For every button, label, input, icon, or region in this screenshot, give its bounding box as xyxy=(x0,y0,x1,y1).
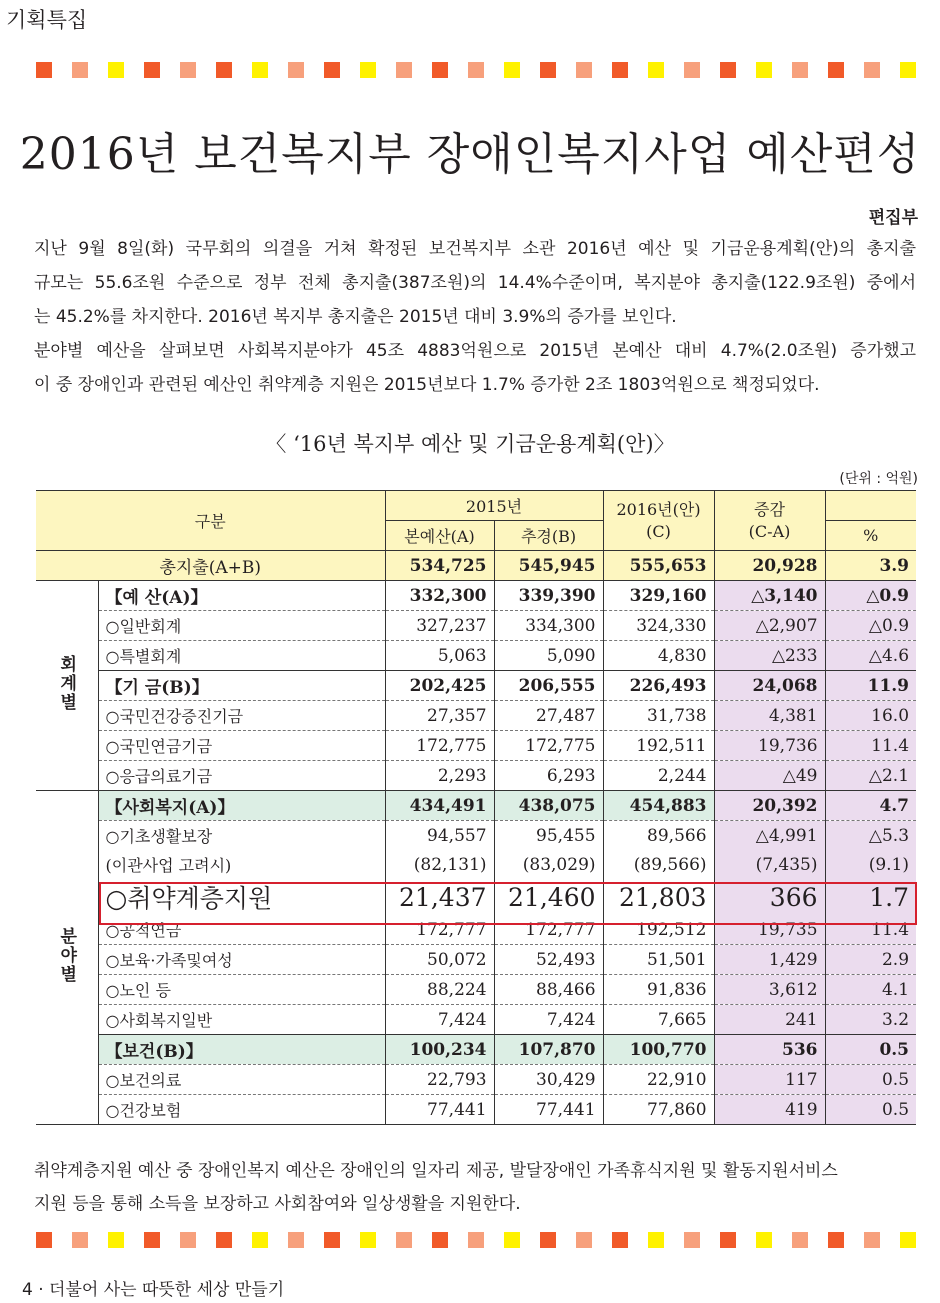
cell-pct: 0.5 xyxy=(825,1065,916,1095)
decorative-square xyxy=(216,62,232,78)
cell-pct: △2.1 xyxy=(825,761,916,791)
cell-c: 2,244 xyxy=(603,761,714,791)
total-label: 총지출(A+B) xyxy=(36,551,385,581)
row-label: 【예 산(A)】 xyxy=(98,581,385,611)
cell-b: 52,493 xyxy=(494,945,603,975)
header-change-line1: 증감 xyxy=(754,499,785,519)
decorative-square xyxy=(288,1232,304,1248)
cell-b: 95,455 xyxy=(494,821,603,851)
row-label: ○건강보험 xyxy=(98,1095,385,1125)
table-row xyxy=(36,671,916,701)
outro-line: 지원 등을 통해 소득을 보장하고 사회참여와 일상생활을 지원한다. xyxy=(34,1194,521,1214)
table-row xyxy=(36,821,916,851)
cell-c: 91,836 xyxy=(603,975,714,1005)
cell-a: 332,300 xyxy=(385,581,494,611)
decorative-square xyxy=(684,62,700,78)
cell-b: 5,090 xyxy=(494,641,603,671)
decorative-square xyxy=(180,1232,196,1248)
total-diff: 20,928 xyxy=(714,551,825,581)
decorative-square xyxy=(792,62,808,78)
decorative-square xyxy=(252,62,268,78)
row-label: 【기 금(B)】 xyxy=(98,671,385,701)
table-row xyxy=(36,731,916,761)
cell-a: 327,237 xyxy=(385,611,494,641)
decorative-square xyxy=(108,1232,124,1248)
cell-b: 77,441 xyxy=(494,1095,603,1125)
cell-diff: △2,907 xyxy=(714,611,825,641)
decorative-square xyxy=(828,1232,844,1248)
cell-b: 172,777 xyxy=(494,915,603,945)
cell-pct: △4.6 xyxy=(825,641,916,671)
row-label: ○응급의료기금 xyxy=(98,761,385,791)
cell-diff: 536 xyxy=(714,1035,825,1065)
cell-pct: △5.3 xyxy=(825,821,916,851)
group-label-field xyxy=(36,791,98,1125)
decorative-square xyxy=(216,1232,232,1248)
cell-b: 172,775 xyxy=(494,731,603,761)
decorative-square xyxy=(72,1232,88,1248)
intro-paragraph xyxy=(34,232,916,402)
cell-c: 329,160 xyxy=(603,581,714,611)
cell-pct: 3.2 xyxy=(825,1005,916,1035)
cell-pct: 11.9 xyxy=(825,671,916,701)
cell-pct: 4.7 xyxy=(825,791,916,821)
decorative-square xyxy=(468,1232,484,1248)
decorative-square xyxy=(324,62,340,78)
cell-a: 100,234 xyxy=(385,1035,494,1065)
decorative-square xyxy=(864,62,880,78)
cell-b: 438,075 xyxy=(494,791,603,821)
decorative-square xyxy=(144,62,160,78)
decorative-square xyxy=(288,62,304,78)
byline: 편집부 xyxy=(868,208,918,228)
cell-pct: 4.1 xyxy=(825,975,916,1005)
table-row xyxy=(36,1065,916,1095)
cell-pct: △0.9 xyxy=(825,581,916,611)
cell-a: 22,793 xyxy=(385,1065,494,1095)
outro-line: 취약계층지원 예산 중 장애인복지 예산은 장애인의 일자리 제공, 발달장애인 가족휴식지원 및 활동지원서비스 xyxy=(34,1161,838,1181)
decorative-square xyxy=(612,1232,628,1248)
decorative-square xyxy=(900,1232,916,1248)
decorative-square xyxy=(432,62,448,78)
decorative-dot-row-top xyxy=(36,62,916,78)
table-row xyxy=(36,1035,916,1065)
decorative-square xyxy=(180,62,196,78)
table-row xyxy=(36,1095,916,1125)
decorative-square xyxy=(72,62,88,78)
table-row xyxy=(36,1005,916,1035)
decorative-square xyxy=(360,62,376,78)
cell-diff: (7,435) xyxy=(714,850,825,879)
cell-b: 27,487 xyxy=(494,701,603,731)
cell-c: 100,770 xyxy=(603,1035,714,1065)
decorative-square xyxy=(144,1232,160,1248)
decorative-square xyxy=(612,62,628,78)
cell-pct: 2.9 xyxy=(825,945,916,975)
cell-pct: 1.7 xyxy=(825,879,916,915)
row-label: ○노인 등 xyxy=(98,975,385,1005)
table-row xyxy=(36,850,916,879)
cell-diff: 117 xyxy=(714,1065,825,1095)
decorative-square xyxy=(648,62,664,78)
total-a: 534,725 xyxy=(385,551,494,581)
cell-a: 50,072 xyxy=(385,945,494,975)
decorative-square xyxy=(828,62,844,78)
table-row xyxy=(36,701,916,731)
cell-c: (89,566) xyxy=(603,850,714,879)
group-label-text: 분야별 xyxy=(56,926,77,984)
cell-c: 7,665 xyxy=(603,1005,714,1035)
cell-pct: 0.5 xyxy=(825,1095,916,1125)
cell-a: 172,775 xyxy=(385,731,494,761)
section-label: 기획특집 xyxy=(6,8,88,32)
decorative-dot-row-bottom xyxy=(36,1232,916,1248)
cell-a: 94,557 xyxy=(385,821,494,851)
header-category: 구분 xyxy=(36,491,385,551)
group-label-text: 회계별 xyxy=(56,654,77,712)
cell-a: 7,424 xyxy=(385,1005,494,1035)
cell-a: 202,425 xyxy=(385,671,494,701)
decorative-square xyxy=(108,62,124,78)
table-caption: 〈 ‘16년 복지부 예산 및 기금운용계획(안)〉 xyxy=(265,432,675,456)
header-original: 본예산(A) xyxy=(385,521,494,551)
row-label: ○보육·가족및여성 xyxy=(98,945,385,975)
row-label: ○사회복지일반 xyxy=(98,1005,385,1035)
cell-diff: 1,429 xyxy=(714,945,825,975)
decorative-square xyxy=(576,1232,592,1248)
budget-table xyxy=(36,490,916,1125)
table-row xyxy=(36,975,916,1005)
row-label: ○공적연금 xyxy=(105,921,182,940)
decorative-square xyxy=(540,62,556,78)
decorative-square xyxy=(432,1232,448,1248)
cell-b: 7,424 xyxy=(494,1005,603,1035)
cell-c: 324,330 xyxy=(603,611,714,641)
decorative-square xyxy=(720,62,736,78)
outro-paragraph xyxy=(34,1155,916,1221)
cell-diff: △3,140 xyxy=(714,581,825,611)
cell-c: 454,883 xyxy=(603,791,714,821)
cell-pct: (9.1) xyxy=(825,850,916,879)
decorative-square xyxy=(756,1232,772,1248)
cell-b: 206,555 xyxy=(494,671,603,701)
decorative-square xyxy=(324,1232,340,1248)
table-row xyxy=(36,791,916,821)
cell-a: 77,441 xyxy=(385,1095,494,1125)
intro-line: 이 중 장애인과 관련된 예산인 취약계층 지원은 2015년보다 1.7% 증가한 2조 1803억원으로 책정되었다. xyxy=(34,375,820,395)
row-label: ○일반회계 xyxy=(98,611,385,641)
table-row xyxy=(36,641,916,671)
decorative-square xyxy=(396,62,412,78)
row-label: ○국민연금기금 xyxy=(98,731,385,761)
cell-a: 27,357 xyxy=(385,701,494,731)
cell-c: 51,501 xyxy=(603,945,714,975)
cell-b: 21,460 xyxy=(494,879,603,915)
row-label: ○특별회계 xyxy=(98,641,385,671)
decorative-square xyxy=(36,62,52,78)
cell-pct: 11.4 xyxy=(825,731,916,761)
cell-a: 172,777 xyxy=(385,915,494,945)
intro-line: 는 45.2%를 차지한다. 2016년 복지부 총지출은 2015년 대비 3.9%의 증가를 보인다. xyxy=(34,307,677,327)
cell-diff: 24,068 xyxy=(714,671,825,701)
cell-pct: △0.9 xyxy=(825,611,916,641)
decorative-square xyxy=(252,1232,268,1248)
cell-diff: 4,381 xyxy=(714,701,825,731)
intro-line: 규모는 55.6조원 수준으로 정부 전체 총지출(387조원)의 14.4%수준이며, 복지분야 총지출(122.9조원) 중에서 xyxy=(34,273,916,293)
cell-c: 22,910 xyxy=(603,1065,714,1095)
page-title: 2016년 보건복지부 장애인복지사업 예산편성 xyxy=(19,129,921,180)
header-change xyxy=(714,491,825,551)
cell-diff: △4,991 xyxy=(714,821,825,851)
cell-diff: 19,736 xyxy=(714,731,825,761)
cell-c: 192,511 xyxy=(603,731,714,761)
cell-pct: 16.0 xyxy=(825,701,916,731)
cell-b: (83,029) xyxy=(494,850,603,879)
row-label: 【보건(B)】 xyxy=(98,1035,385,1065)
table-row xyxy=(36,611,916,641)
cell-diff: 366 xyxy=(714,879,825,915)
highlight-box xyxy=(99,882,917,925)
header-change-line2: (C-A) xyxy=(748,521,791,541)
decorative-square xyxy=(396,1232,412,1248)
total-b: 545,945 xyxy=(494,551,603,581)
decorative-square xyxy=(864,1232,880,1248)
total-pct: 3.9 xyxy=(825,551,916,581)
cell-b: 107,870 xyxy=(494,1035,603,1065)
row-label: ○기초생활보장 xyxy=(98,821,385,851)
decorative-square xyxy=(684,1232,700,1248)
decorative-square xyxy=(756,62,772,78)
cell-diff: 19,735 xyxy=(714,915,825,945)
cell-c: 226,493 xyxy=(603,671,714,701)
decorative-square xyxy=(900,62,916,78)
header-2015: 2015년 xyxy=(385,491,603,521)
row-label: (이관사업 고려시) xyxy=(105,856,232,875)
group-label-account xyxy=(36,581,98,791)
table-row xyxy=(36,761,916,791)
intro-line: 지난 9월 8일(화) 국무회의 의결을 거쳐 확정된 보건복지부 소관 2016년 예산 및 기금운용계획(안)의 총지출 xyxy=(34,239,916,259)
table-row xyxy=(36,945,916,975)
cell-b: 339,390 xyxy=(494,581,603,611)
total-c: 555,653 xyxy=(603,551,714,581)
account-section xyxy=(36,581,916,791)
header-percent: % xyxy=(825,521,916,551)
total-row xyxy=(36,551,916,581)
decorative-square xyxy=(648,1232,664,1248)
decorative-square xyxy=(360,1232,376,1248)
table-row xyxy=(36,581,916,611)
cell-diff: 20,392 xyxy=(714,791,825,821)
cell-b: 30,429 xyxy=(494,1065,603,1095)
cell-b: 88,466 xyxy=(494,975,603,1005)
cell-a: 2,293 xyxy=(385,761,494,791)
cell-a: 5,063 xyxy=(385,641,494,671)
cell-c: 192,512 xyxy=(603,915,714,945)
decorative-square xyxy=(792,1232,808,1248)
cell-diff: 419 xyxy=(714,1095,825,1125)
cell-pct: 11.4 xyxy=(825,915,916,945)
header-supplementary: 추경(B) xyxy=(494,521,603,551)
unit-label: (단위 : 억원) xyxy=(839,471,918,487)
decorative-square xyxy=(504,1232,520,1248)
decorative-square xyxy=(576,62,592,78)
header-2016 xyxy=(603,491,714,551)
row-label: 【사회복지(A)】 xyxy=(98,791,385,821)
header-2016-line1: 2016년(안) xyxy=(616,499,701,519)
cell-a: 88,224 xyxy=(385,975,494,1005)
cell-a: 21,437 xyxy=(385,879,494,915)
cell-a: 434,491 xyxy=(385,791,494,821)
cell-c: 77,860 xyxy=(603,1095,714,1125)
cell-diff: △49 xyxy=(714,761,825,791)
field-section xyxy=(36,791,916,1125)
cell-c: 31,738 xyxy=(603,701,714,731)
intro-line: 분야별 예산을 살펴보면 사회복지분야가 45조 4883억원으로 2015년 본예산 대비 4.7%(2.0조원) 증가했고 xyxy=(34,341,916,361)
cell-a: (82,131) xyxy=(385,850,494,879)
decorative-square xyxy=(36,1232,52,1248)
cell-b: 6,293 xyxy=(494,761,603,791)
row-label: ○취약계층지원 xyxy=(105,884,273,913)
cell-diff: △233 xyxy=(714,641,825,671)
cell-pct: 0.5 xyxy=(825,1035,916,1065)
decorative-square xyxy=(720,1232,736,1248)
cell-diff: 241 xyxy=(714,1005,825,1035)
row-label: ○국민건강증진기금 xyxy=(98,701,385,731)
page-footer: 4 · 더불어 사는 따뜻한 세상 만들기 xyxy=(22,1280,285,1300)
cell-c: 89,566 xyxy=(603,821,714,851)
decorative-square xyxy=(504,62,520,78)
cell-diff: 3,612 xyxy=(714,975,825,1005)
cell-b: 334,300 xyxy=(494,611,603,641)
cell-c: 21,803 xyxy=(603,879,714,915)
header-2016-line2: (C) xyxy=(646,521,671,541)
row-label: ○보건의료 xyxy=(98,1065,385,1095)
decorative-square xyxy=(468,62,484,78)
header-blank xyxy=(825,491,916,521)
decorative-square xyxy=(540,1232,556,1248)
cell-c: 4,830 xyxy=(603,641,714,671)
